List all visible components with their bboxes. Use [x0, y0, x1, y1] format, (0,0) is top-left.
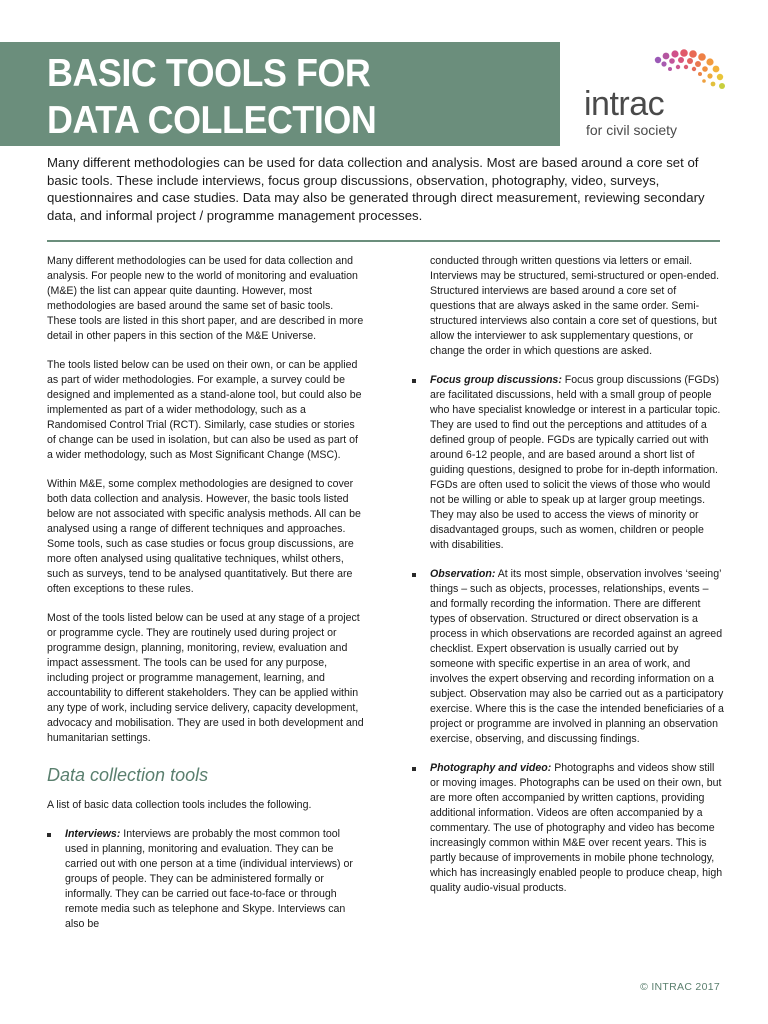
- list-item: [47, 827, 365, 932]
- body-paragraph: Within M&E, some complex methodologies are designed to cover both data collection and analysis. However, the basic tools listed below are not associated with specific analysis methods. All can be analysed using a range of different techniques and approaches. Some tools, such as case studies or focus group discussions, are more often analysed using qualitative techniques, whilst others, such as surveys, tend to be analysed quantitatively. But there are often exceptions to these rules.: [47, 478, 361, 595]
- list-item: [412, 567, 724, 747]
- logo-tagline: for civil society: [586, 122, 678, 138]
- body-paragraph: Most of the tools listed below can be used at any stage of a project or programme cycle. They are routinely used during project or programme design, planning, monitoring, review, evaluation and impact assessment. The tools can be used for any purpose, including project or programme management, learning, and accountability to different stakeholders. They can be applied within any type of work, including service delivery, capacity development, advocacy and mobilisation. They are used in both development and humanitarian settings.: [47, 612, 364, 744]
- list-item-text: At its most simple, observation involves ‘seeing’ things – such as objects, processes, relationships, events – and formally recording the information. There are different types of observation. Structured or direct observation is a process in which observations are recorded against an agreed checklist. Expert observation is usually carried out by someone with specific expertise in an area of work, and involves the expert observing and recording information on a subject. Observation may also be carried out as a participatory exercise. Where this is the case the intended beneficiaries of a project or programme are involved in planning an observation exercise, observing, and discussing findings.: [430, 568, 724, 745]
- list-item-text: Interviews are probably the most common tool used in planning, monitoring and evaluation. They can be carried out with one person at a time (individual interviews) or groups of people. They can be administered formally or informally. They can be carried out face-to-face or through remote media such as telephone and Skype. Interviews can also be: [65, 828, 353, 930]
- title-line-1: BASIC TOOLS FOR: [47, 52, 371, 95]
- body-paragraph: Many different methodologies can be used for data collection and analysis. For people new to the world of monitoring and evaluation (M&E) the list can appear quite daunting. However, most methodologies are based around the same set of basic tools. These tools are listed in this short paper, and are described in more detail in other papers in this section of the M&E Universe.: [47, 255, 364, 342]
- section-heading: Data collection tools: [47, 765, 209, 785]
- list-item-term: Observation:: [430, 568, 496, 580]
- list-item-continuation: conducted through written questions via letters or email. Interviews may be structured, semi-structured or open-ended. Structured interviews are based around a core set of questions that are always asked in the same order. Semi-structured interviews also contain a core set of questions, but allow the interviewer to ask supplementary questions, or change the order in which questions are asked.: [430, 255, 720, 357]
- bullet-icon: [412, 767, 416, 771]
- page-title: [47, 50, 376, 144]
- divider: [47, 240, 720, 242]
- intrac-logo: [584, 48, 734, 143]
- bullet-icon: [412, 379, 416, 383]
- title-banner: [0, 42, 560, 146]
- section-intro: A list of basic data collection tools includes the following.: [47, 799, 312, 811]
- list-item-term: Interviews:: [65, 828, 121, 840]
- list-item-text: Focus group discussions (FGDs) are facilitated discussions, held with a small group of people who have specialist knowledge or interest in a particular topic. They are used to find out the perceptions and attitudes of a defined group of people. FGDs are typically carried out with around 6-12 people, and are based around a short list of guiding questions, designed to probe for in-depth information. FGDs are often used to solicit the views of those who would not be willing or able to speak up at larger group meetings. They may also be used to access the views of minority or disadvantaged groups, such as women, children or people with disabilities.: [430, 374, 721, 551]
- list-item-text: Photographs and videos show still or moving images. Photographs can be used on their own, but are more often accompanied by written captions, providing additional information. Videos are often accompanied by a commentary. The use of photography and video has become increasingly common within M&E over recent years. This is partly because of improvements in mobile phone technology, which has increasingly enabled people to produce cheap, high quality audio-visual products.: [430, 762, 723, 894]
- list-item: [412, 373, 724, 553]
- title-line-2: DATA COLLECTION: [47, 99, 377, 142]
- copyright-footer: © INTRAC 2017: [640, 981, 720, 993]
- intro-summary: Many different methodologies can be used for data collection and analysis. Most are based around a core set of basic tools. These include interviews, focus group discussions, observation, photography, video, surveys, questionnaires and case studies. Data may also be generated through direct measurement, reviewing secondary data, and informal project / programme management processes.: [47, 155, 705, 223]
- right-column: [412, 254, 724, 910]
- left-column: [47, 254, 365, 946]
- bullet-icon: [412, 573, 416, 577]
- list-item: [412, 761, 724, 896]
- bullet-icon: [47, 833, 51, 837]
- list-item-term: Focus group discussions:: [430, 374, 562, 386]
- logo-wordmark: intrac: [584, 85, 665, 123]
- list-item-term: Photography and video:: [430, 762, 552, 774]
- body-paragraph: The tools listed below can be used on their own, or can be applied as part of wider methodologies. For example, a survey could be designed and implemented as a stand-alone tool, but could also be implemented as part of a wider methodology, such as a Randomised Control Trial (RCT). Similarly, case studies or stories of change can be used in isolation, but can also be used as part of a wider methodology, such as Most Significant Change (MSC).: [47, 359, 362, 461]
